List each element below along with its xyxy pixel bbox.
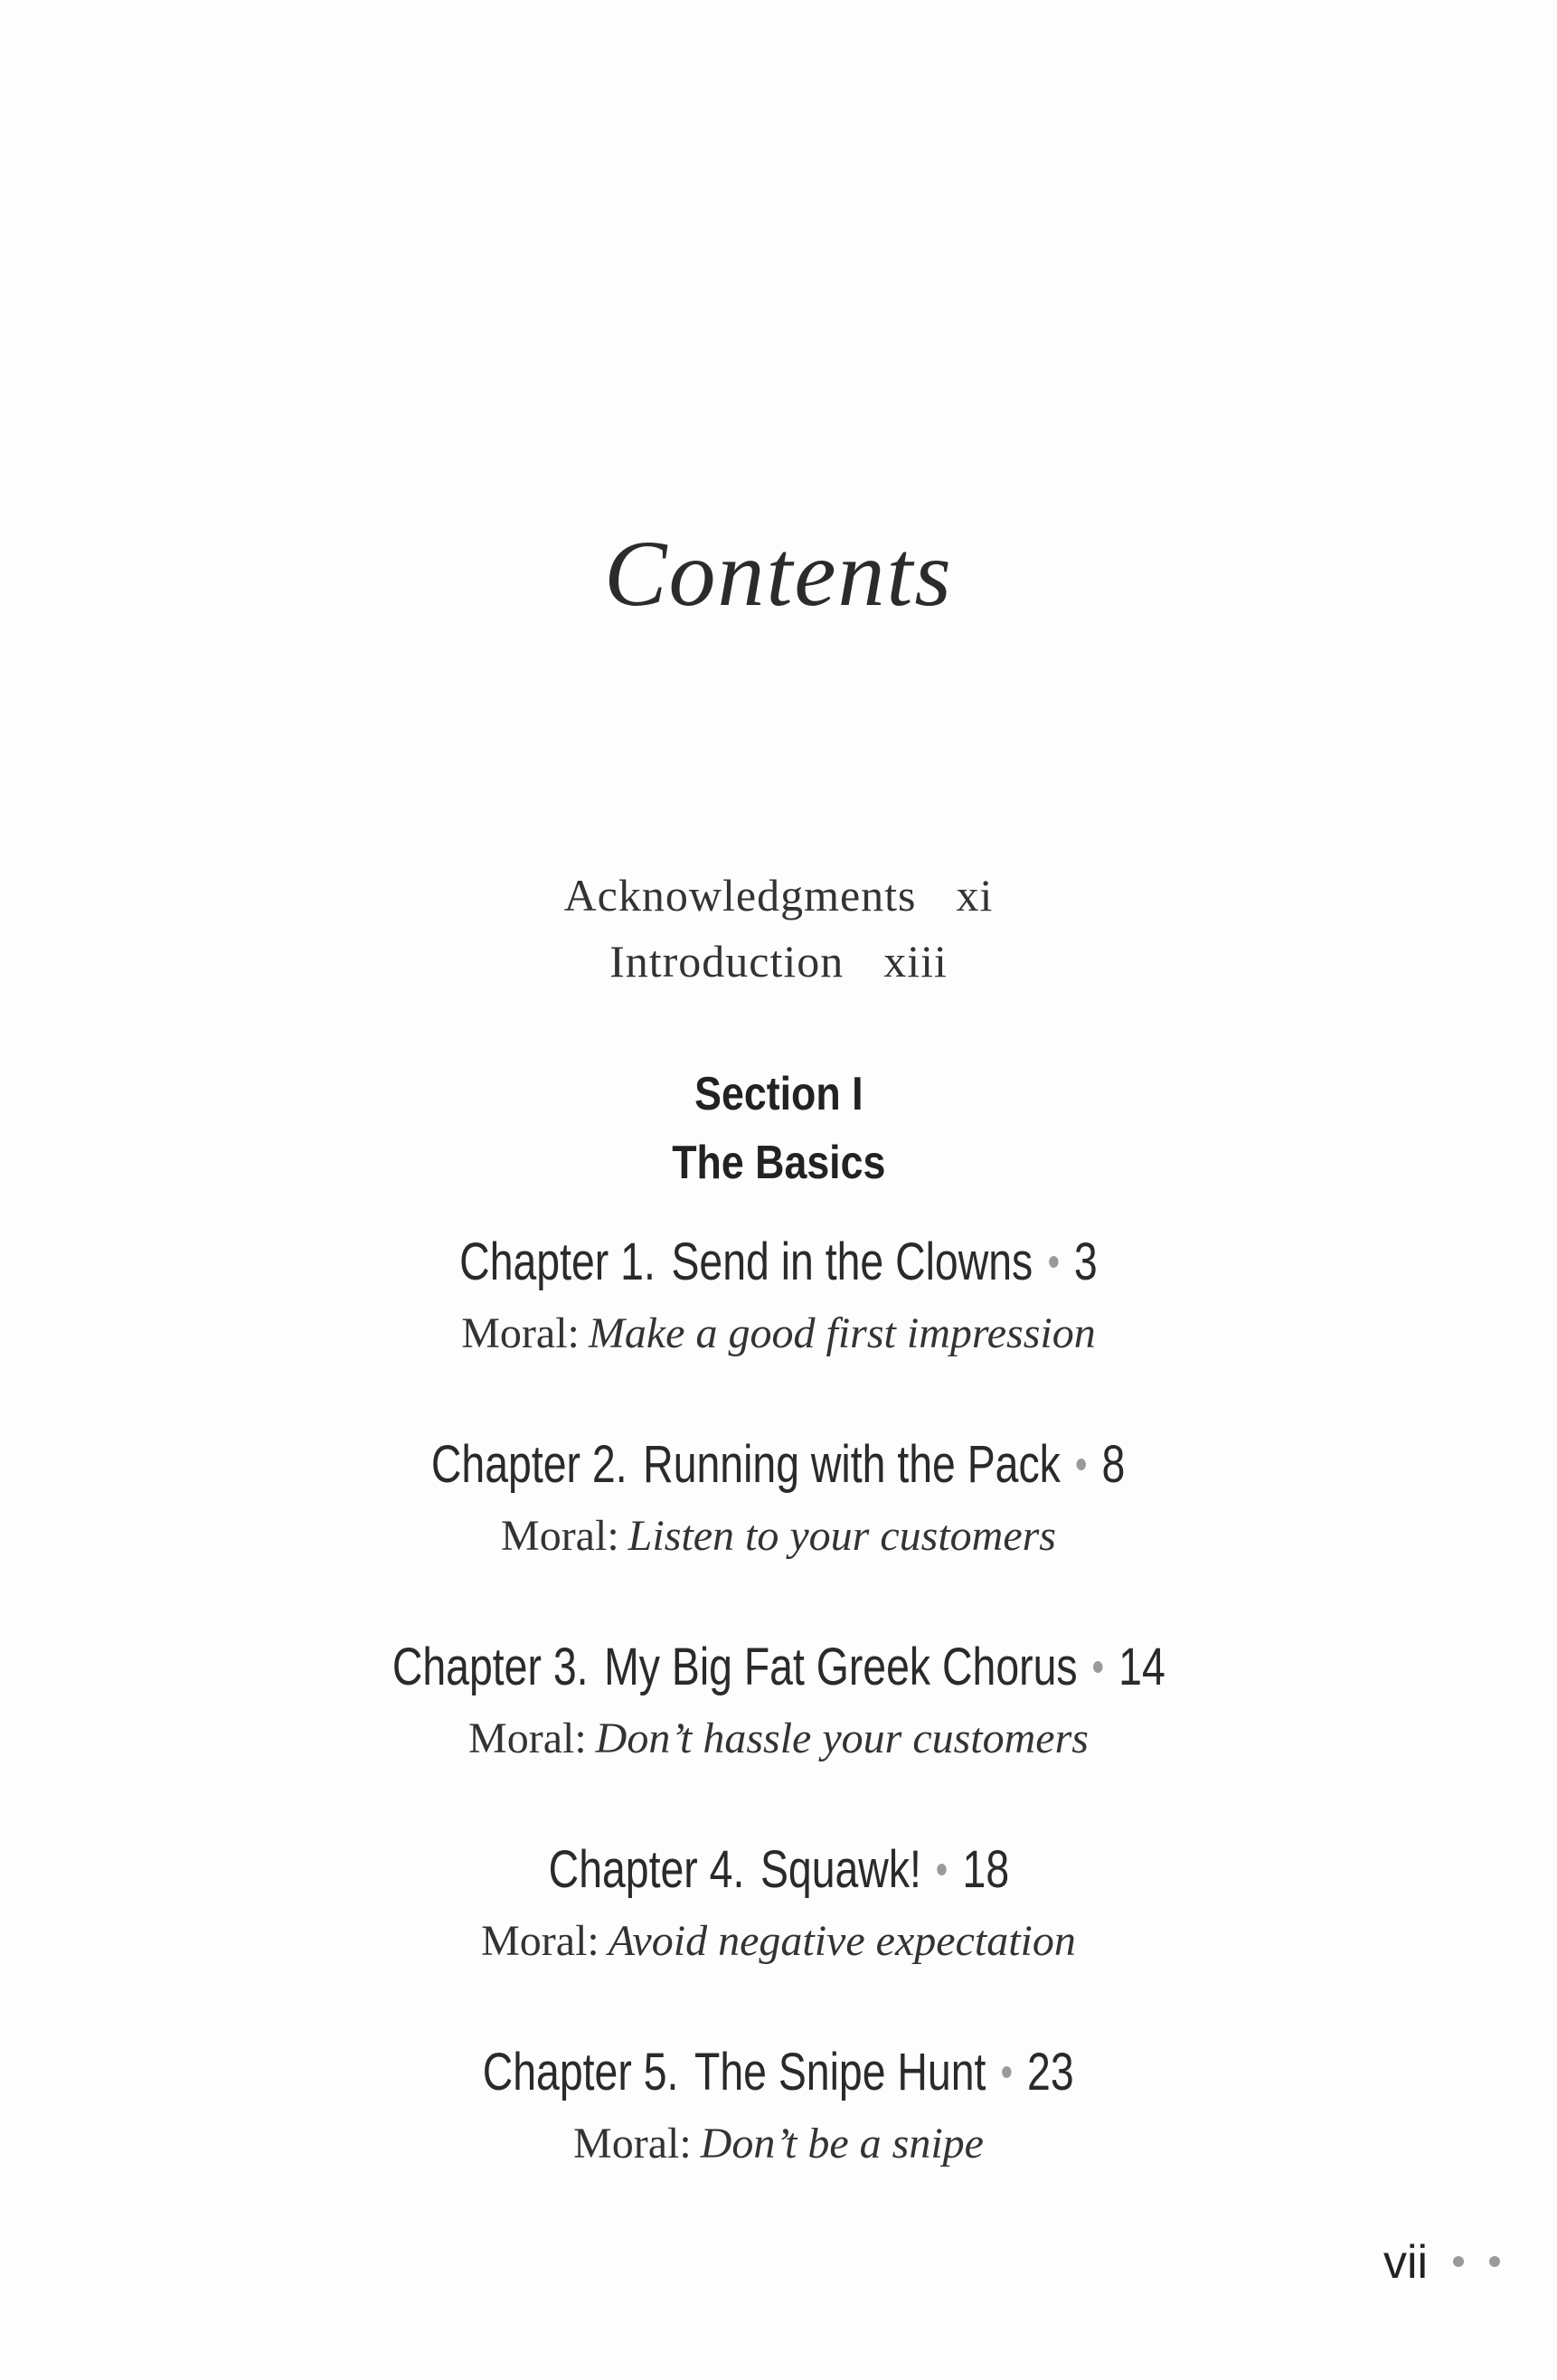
chapter-title: My Big Fat Greek Chorus	[603, 1638, 1078, 1696]
chapter-page: 18	[962, 1840, 1009, 1899]
chapter-page: 3	[1073, 1232, 1098, 1291]
toc-chapter-2	[0, 1435, 1557, 1495]
bullet-dot-icon	[1049, 1256, 1058, 1268]
moral-label: Moral:	[573, 2120, 692, 2168]
page-number	[1383, 2234, 1500, 2291]
chapter-number: Chapter 4.	[548, 1840, 744, 1899]
moral-text: Listen to your customers	[628, 1512, 1056, 1560]
section-number-text: Section I	[694, 1068, 863, 1120]
page-number-text: vii	[1383, 2236, 1429, 2289]
toc-chapter-5	[0, 2043, 1557, 2102]
moral-label: Moral:	[501, 1512, 619, 1560]
entry-label: Introduction	[609, 936, 845, 987]
section-name-text: The Basics	[671, 1137, 886, 1189]
chapter-page: 8	[1101, 1435, 1126, 1494]
toc-entry-acknowledgments	[0, 868, 1557, 922]
chapter-moral	[0, 1509, 1557, 1563]
chapter-title: The Snipe Hunt	[694, 2043, 986, 2101]
chapter-title: Running with the Pack	[643, 1435, 1062, 1494]
bullet-dot-icon	[1002, 2066, 1011, 2078]
toc-chapter-4	[0, 1840, 1557, 1900]
moral-label: Moral:	[468, 1714, 587, 1762]
chapter-page: 23	[1027, 2043, 1074, 2101]
entry-page: xiii	[883, 936, 948, 987]
chapter-number: Chapter 5.	[483, 2043, 679, 2101]
chapter-moral	[0, 1914, 1557, 1969]
toc-chapter-1	[0, 1232, 1557, 1292]
moral-text: Don’t be a snipe	[700, 2120, 984, 2168]
entry-label: Acknowledgments	[563, 870, 917, 921]
moral-label: Moral:	[461, 1309, 580, 1357]
chapter-moral	[0, 1307, 1557, 1361]
moral-text: Avoid negative expectation	[608, 1917, 1076, 1965]
entry-page: xi	[956, 870, 994, 921]
chapter-moral	[0, 1712, 1557, 1766]
section-number	[0, 1067, 1557, 1121]
chapter-moral	[0, 2117, 1557, 2171]
bullet-dot-icon	[1077, 1459, 1086, 1470]
bullet-dot-icon	[1093, 1661, 1102, 1673]
moral-text: Make a good first impression	[588, 1309, 1096, 1357]
bullet-dot-icon	[937, 1864, 946, 1875]
toc-entry-introduction	[0, 934, 1557, 988]
toc-chapter-3	[0, 1638, 1557, 1697]
chapter-title: Send in the Clowns	[671, 1232, 1033, 1291]
page-title: Contents	[604, 522, 953, 626]
bullet-dot-icon	[1489, 2256, 1500, 2267]
chapter-title: Squawk!	[760, 1840, 921, 1899]
bullet-dot-icon	[1453, 2256, 1464, 2267]
chapter-number: Chapter 3.	[392, 1638, 589, 1696]
chapter-page: 14	[1118, 1638, 1165, 1696]
chapter-number: Chapter 1.	[459, 1232, 656, 1291]
moral-label: Moral:	[481, 1917, 599, 1965]
section-name	[0, 1136, 1557, 1190]
moral-text: Don’t hassle your customers	[595, 1714, 1089, 1762]
chapter-number: Chapter 2.	[431, 1435, 628, 1494]
